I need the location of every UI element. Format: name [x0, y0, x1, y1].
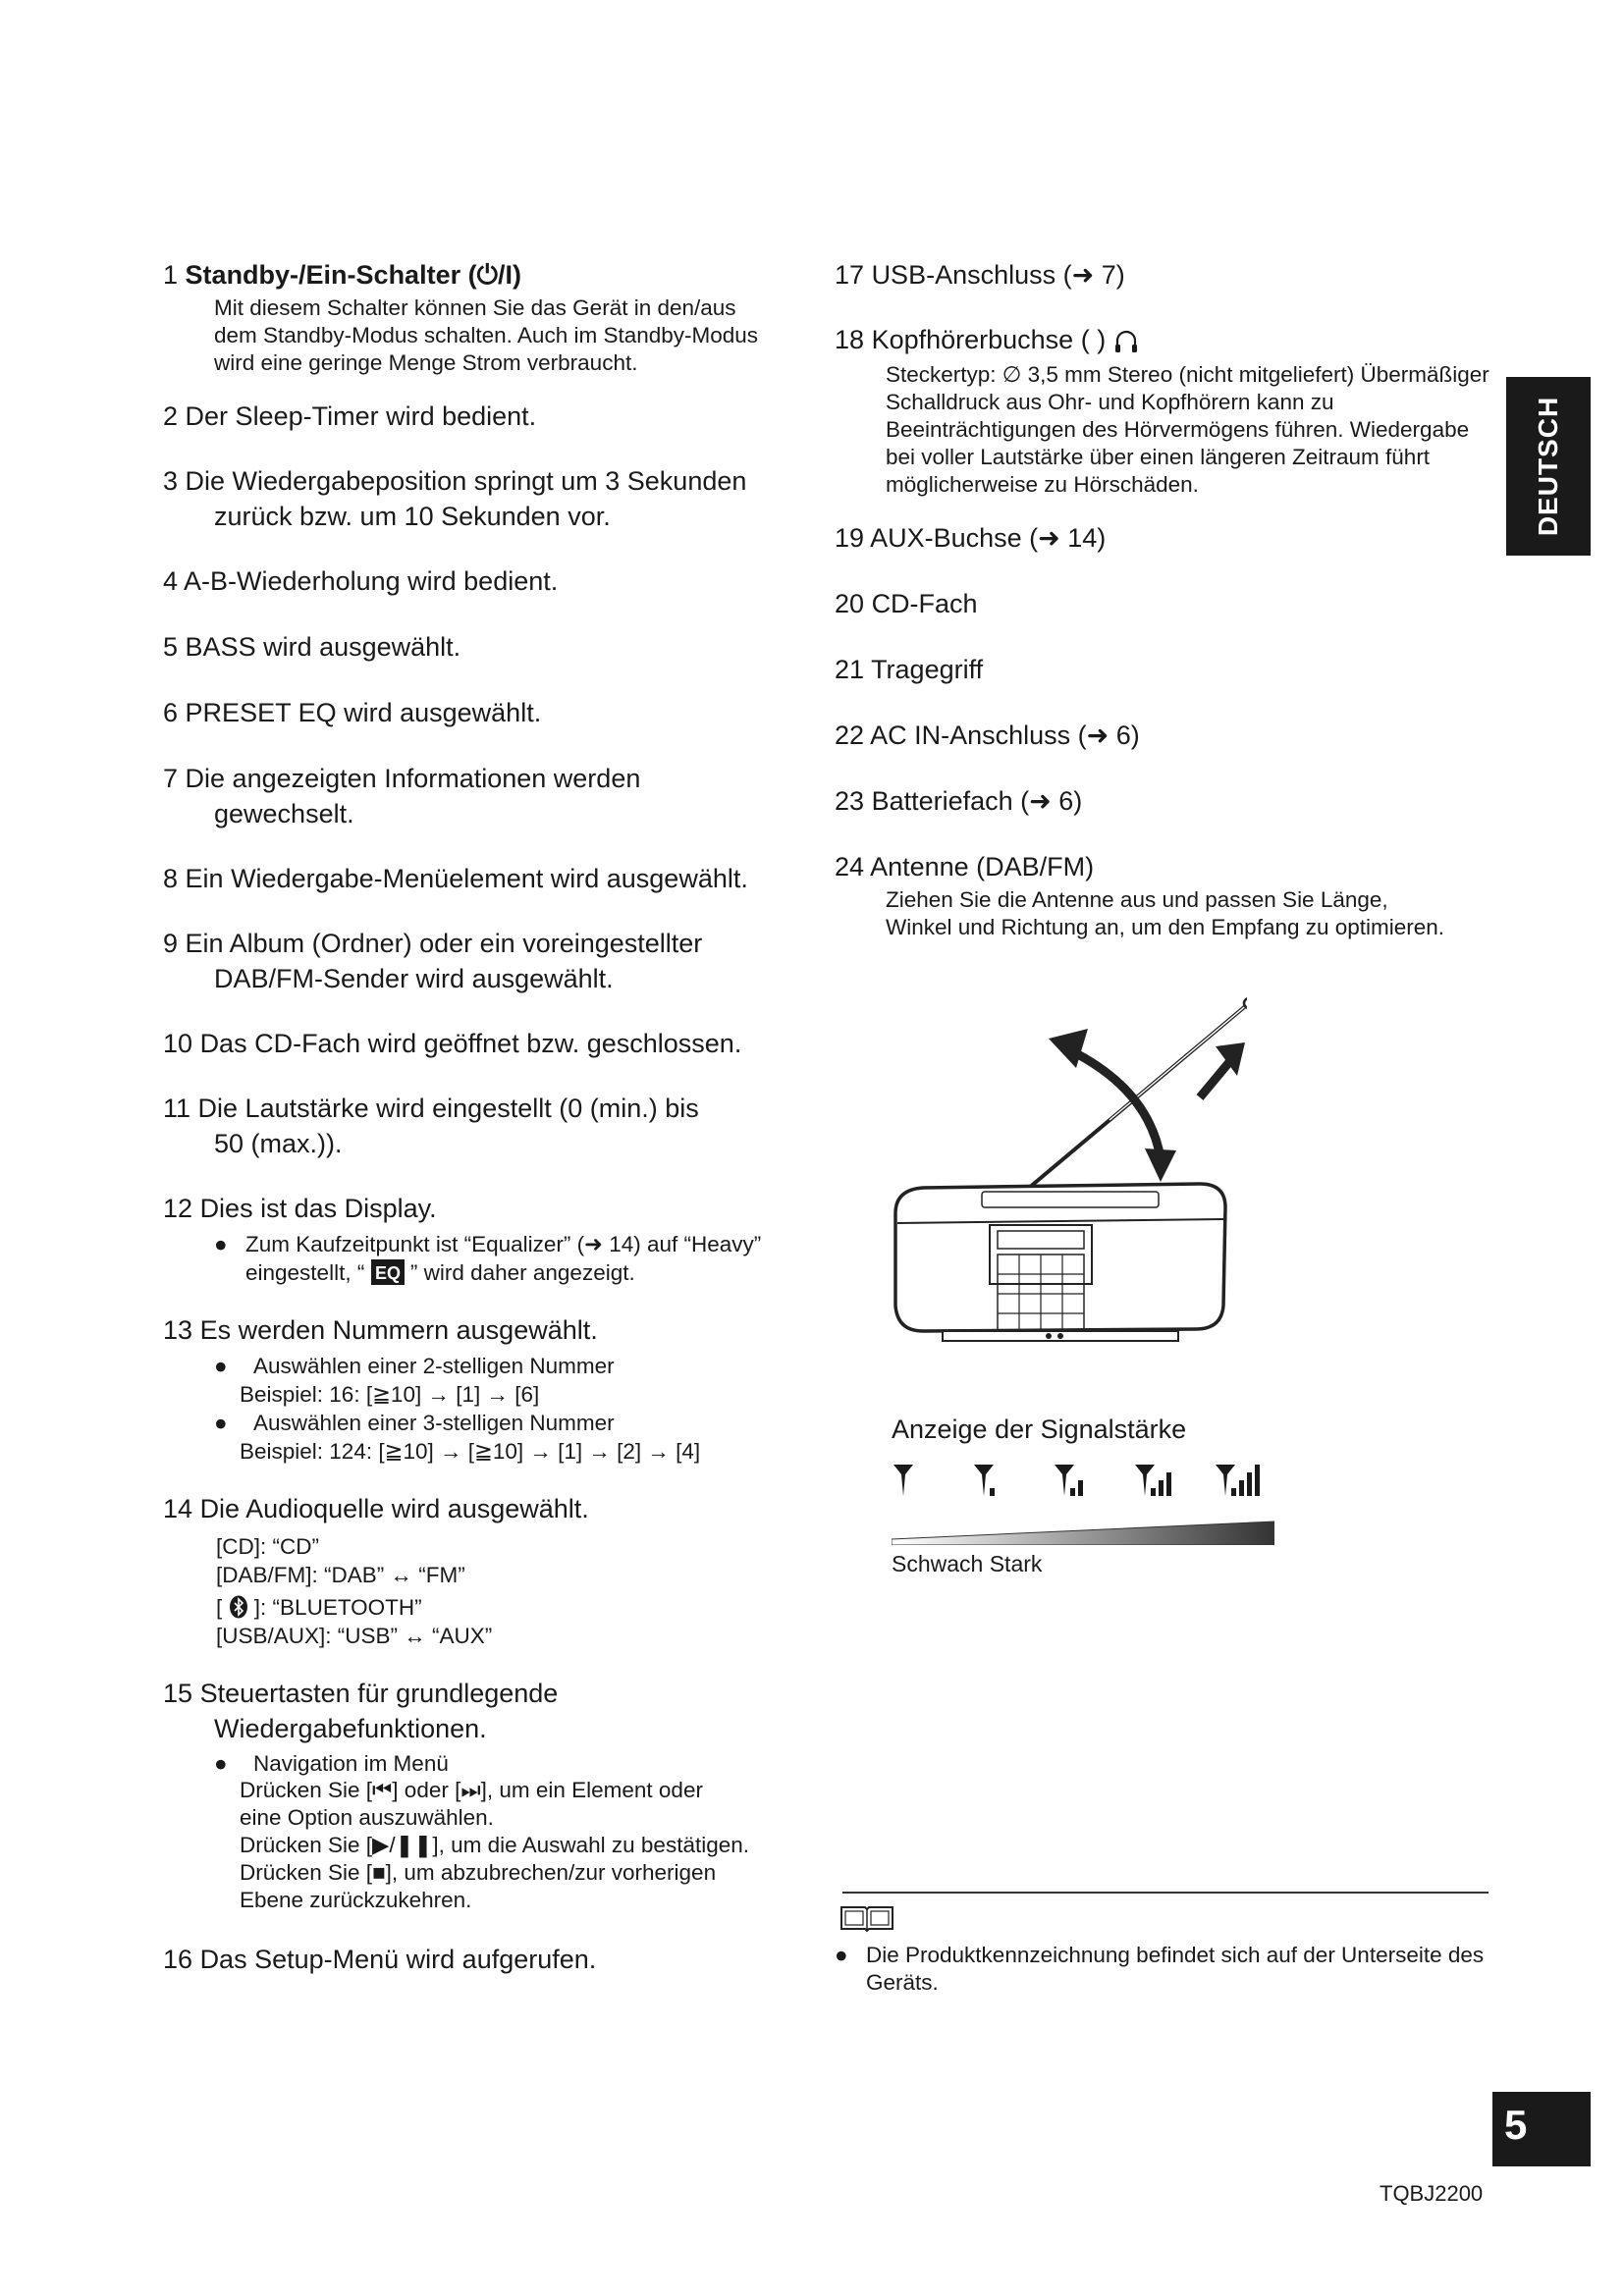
item-title: Standby-/Ein-Schalter (⏻/I): [185, 260, 521, 290]
item-title: AUX-Buchse (➜ 14): [870, 523, 1107, 553]
item-20: [835, 586, 1502, 621]
bullet: [163, 1230, 811, 1258]
item-number: 7: [163, 764, 179, 793]
document-code: TQBJ2200: [1380, 2181, 1484, 2206]
item-8: [163, 861, 811, 896]
item-16: [163, 1942, 811, 1977]
item-title: Kopfhörerbuchse ( ): [871, 325, 1107, 354]
bullet-continuation: Beispiel: 124: [≧10] → [≧10] → [1] → [2] → [4]: [240, 1439, 701, 1464]
item-title: Dies ist das Display.: [199, 1194, 437, 1223]
signal-level-1-icon: [974, 1465, 995, 1496]
book-note-icon: [839, 1903, 894, 1938]
headphones-icon: [1113, 327, 1139, 354]
item-17: [835, 257, 1502, 293]
item-number: 16: [163, 1945, 193, 1974]
eq-label: EQ: [374, 1263, 401, 1283]
item-10: [163, 1026, 811, 1061]
source-line: [USB/AUX]: “USB” ↔ “AUX”: [216, 1624, 493, 1648]
language-tab: [1506, 377, 1591, 556]
item-2: [163, 399, 811, 434]
signal-level-2-icon: [1055, 1465, 1083, 1496]
item-title: Es werden Nummern ausgewählt.: [199, 1315, 598, 1345]
item-number: 8: [163, 864, 179, 893]
item-4: [163, 563, 811, 599]
bullet: [163, 1409, 811, 1437]
item-number: 14: [163, 1494, 193, 1523]
item-number: 9: [163, 929, 179, 958]
item-number: 2: [163, 401, 179, 431]
signal-level-3-icon: [1135, 1465, 1171, 1496]
bullet-text: Auswählen einer 3-stelligen Nummer: [253, 1411, 615, 1435]
item-14: [163, 1491, 811, 1650]
item-description: Ziehen Sie die Antenne aus und passen Sie Länge, Winkel und Richtung an, um den Empfang zu optimieren.: [886, 887, 1445, 939]
page-number: 5: [1504, 2102, 1528, 2148]
item-number: 15: [163, 1679, 193, 1708]
item-title: Ein Album (Ordner) oder ein voreingestellter: [185, 929, 703, 958]
signal-level-4-icon: [1216, 1465, 1260, 1496]
item-number: 21: [835, 655, 865, 684]
bullet-dot: ●: [214, 1232, 228, 1256]
item-title: Antenne (DAB/FM): [870, 852, 1095, 881]
item-title: AC IN-Anschluss (➜ 6): [870, 721, 1140, 750]
item-number: 11: [163, 1094, 191, 1123]
item-title: Die Lautstärke wird eingestellt (0 (min.) bis: [197, 1094, 699, 1123]
item-number: 3: [163, 466, 179, 496]
item-title: Das Setup-Menü wird aufgerufen.: [199, 1945, 597, 1974]
item-number: 6: [163, 698, 179, 727]
left-column: [163, 257, 811, 1977]
item-number: 20: [835, 589, 865, 618]
signal-level-0-icon: [893, 1465, 913, 1496]
bullet-text-post: ” wird daher angezeigt.: [409, 1260, 635, 1285]
item-22: [835, 718, 1502, 753]
item-title: Tragegriff: [871, 655, 984, 684]
item-12: [163, 1191, 811, 1287]
bullet-continuation: eine Option auszuwählen.: [240, 1805, 494, 1830]
item-title: BASS wird ausgewählt.: [185, 632, 461, 662]
item-title: Batteriefach (➜ 6): [871, 786, 1083, 816]
item-number: 22: [835, 721, 865, 750]
item-title: Der Sleep-Timer wird bedient.: [185, 401, 537, 431]
item-15: [163, 1676, 811, 1914]
item-title: CD-Fach: [871, 589, 978, 618]
signal-strength-gradient-bar: [892, 1520, 1274, 1545]
item-title: USB-Anschluss (➜ 7): [871, 260, 1125, 290]
bullet-dot: ●: [214, 1354, 228, 1378]
bullet-continuation: Beispiel: 16: [≧10] → [1] → [6]: [240, 1382, 540, 1407]
item-number: 1: [163, 260, 179, 290]
item-title: Das CD-Fach wird geöffnet bzw. geschlossen.: [199, 1029, 742, 1058]
item-19: [835, 520, 1502, 556]
source-line: [DAB/FM]: “DAB” ↔ “FM”: [216, 1563, 465, 1587]
item-number: 5: [163, 632, 179, 662]
item-number: 18: [835, 325, 865, 354]
item-continuation: gewechselt.: [214, 799, 354, 828]
item-number: 17: [835, 260, 865, 290]
item-number: 13: [163, 1315, 193, 1345]
item-title: A-B-Wiederholung wird bedient.: [184, 566, 559, 596]
bluetooth-icon: [229, 1595, 248, 1619]
item-23: [835, 783, 1502, 819]
item-number: 4: [163, 566, 179, 596]
signal-strength-title: Anzeige der Signalstärke: [892, 1415, 1187, 1444]
note-divider: [842, 1892, 1489, 1894]
bullet-text: Zum Kaufzeitpunkt ist “Equalizer” (➜ 14) auf “Heavy”: [245, 1232, 762, 1256]
item-13: [163, 1312, 811, 1466]
signal-strength-labels: Schwach Stark: [892, 1551, 1043, 1576]
item-continuation: Wiedergabefunktionen.: [214, 1714, 487, 1743]
item-1: [163, 257, 811, 377]
item-7: [163, 761, 811, 831]
item-number: 12: [163, 1194, 193, 1223]
bullet: [163, 1352, 811, 1380]
item-title: Die angezeigten Informationen werden: [185, 764, 641, 793]
item-continuation: zurück bzw. um 10 Sekunden vor.: [214, 502, 611, 531]
bullet-text: Auswählen einer 2-stelligen Nummer: [253, 1354, 615, 1378]
bullet-continuation: Drücken Sie [■], um abzubrechen/zur vorherigen: [240, 1860, 717, 1885]
item-6: [163, 695, 811, 730]
item-description: Mit diesem Schalter können Sie das Gerät in den/aus dem Standby-Modus schalten. Auch im Standby-Modus wird eine geringe Menge Strom verbraucht.: [214, 295, 759, 375]
bullet-continuation: [163, 1258, 811, 1287]
bullet-dot: ●: [214, 1411, 228, 1435]
item-title: Die Wiedergabeposition springt um 3 Sekunden: [185, 466, 747, 496]
bullet-continuation: Ebene zurückzukehren.: [240, 1888, 472, 1912]
radio-antenna-illustration: [884, 991, 1247, 1345]
item-24: [835, 849, 1502, 941]
item-number: 24: [835, 852, 865, 881]
item-9: [163, 926, 811, 996]
bullet-dot: ●: [214, 1751, 228, 1776]
item-continuation: 50 (max.)).: [214, 1129, 343, 1158]
item-title: Ein Wiedergabe-Menüelement wird ausgewählt.: [185, 864, 748, 893]
bullet-text: Navigation im Menü: [253, 1751, 449, 1776]
item-3: [163, 463, 811, 534]
page-number-box: [1492, 2092, 1591, 2166]
bullet-continuation: Drücken Sie [▶/❚❚], um die Auswahl zu bestätigen.: [240, 1833, 750, 1857]
bullet-text-pre: eingestellt, “: [245, 1260, 365, 1285]
right-column: [835, 257, 1502, 941]
item-title: Steuertasten für grundlegende: [199, 1679, 559, 1708]
source-line-post: ]: “BLUETOOTH”: [253, 1595, 422, 1620]
item-continuation: DAB/FM-Sender wird ausgewählt.: [214, 964, 614, 993]
product-label-note: [835, 1942, 1502, 1997]
bullet-continuation: Drücken Sie [⏮] oder [⏭], um ein Element oder: [240, 1778, 703, 1802]
source-line: [CD]: “CD”: [216, 1534, 319, 1559]
item-number: 23: [835, 786, 865, 816]
signal-strength-icons: [884, 1457, 1316, 1516]
bullet: [163, 1750, 811, 1777]
item-11: [163, 1091, 811, 1161]
item-description: Steckertyp: ∅ 3,5 mm Stereo (nicht mitgeliefert) Übermäßiger Schalldruck aus Ohr- und Kopfhörern kann zu Beeinträchtigungen des Hörvermögens führen. Wiedergabe bei voller Lautstärke über einen längeren Zeitraum führt möglicherweise zu Hörschäden.: [886, 362, 1489, 497]
item-number: 10: [163, 1029, 193, 1058]
item-18: [835, 322, 1502, 499]
note-text: Die Produktkennzeichnung befindet sich auf der Unterseite des Geräts.: [866, 1943, 1485, 1995]
item-5: [163, 629, 811, 665]
item-title: PRESET EQ wird ausgewählt.: [185, 698, 542, 727]
item-21: [835, 652, 1502, 687]
item-number: 19: [835, 523, 865, 553]
source-line: [163, 1593, 811, 1622]
eq-display-icon: [371, 1259, 405, 1285]
note-bullet: ●: [835, 1943, 848, 1967]
language-tab-label: DEUTSCH: [1533, 396, 1563, 537]
item-title: Die Audioquelle wird ausgewählt.: [199, 1494, 589, 1523]
source-line-pre: [: [216, 1595, 223, 1620]
